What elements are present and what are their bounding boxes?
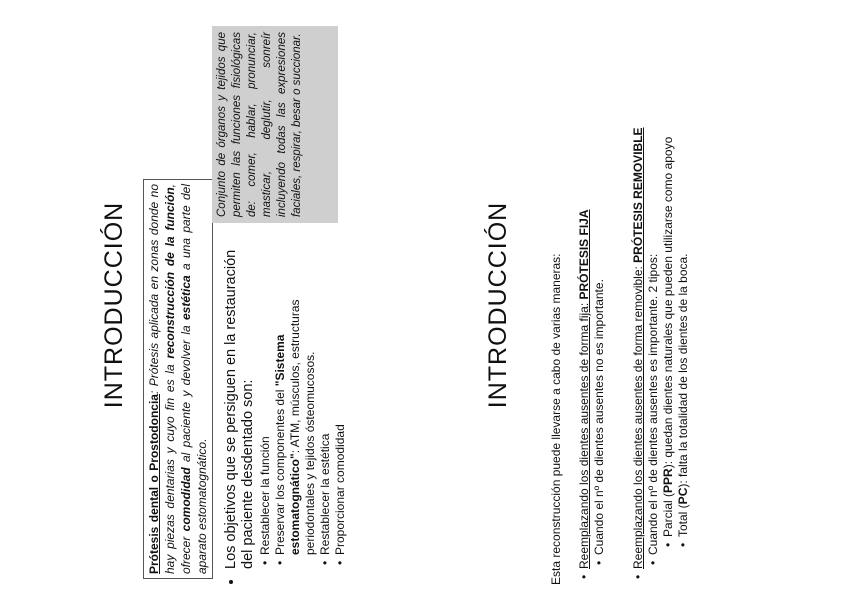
- definition-text-b: , ofrecer: [163, 183, 193, 574]
- method-removable-bold: PRÓTESIS REMOVIBLE: [631, 127, 645, 263]
- objectives-intro: Los objetivos que se persiguen en la restauración del paciente desdentado son:: [223, 249, 256, 569]
- definition-bold-a: reconstrucción de la función: [163, 187, 177, 359]
- objective-3: • Restablecer la estética: [318, 249, 333, 555]
- definition-term: Prótesis dental o Prostodoncia: [147, 394, 161, 574]
- method-fixed: [577, 25, 607, 569]
- type-total: • Total (PC): falta la totalidad de los dientes de la boca.: [676, 25, 691, 537]
- type-partial: • Parcial (PPR): quedan dientes naturales que pueden utilizarse como apoyo: [661, 25, 676, 537]
- definition-text-d: a una parte del aparato estomatognático.: [179, 184, 209, 574]
- method-removable-sub: • Cuando el nº de dientes ausentes es importante. 2 tipos: • Parcial (PPR): quedan dientes naturales que pueden utilizarse como apoyo • Total (PC): falta la totalidad de los dientes de la boca.: [646, 25, 691, 555]
- method-removable-sublist: [646, 25, 691, 569]
- slide-2-title: INTRODUCCIÓN: [484, 201, 512, 409]
- method-fixed-label: Reemplazando los dientes ausentes de forma fija:: [577, 299, 591, 569]
- slide-1: [100, 25, 370, 585]
- objectives-item: [223, 249, 348, 569]
- definition-bold-b: comodidad: [179, 467, 193, 532]
- method-removable: [631, 25, 691, 569]
- removable-types: [661, 25, 691, 555]
- objective-1: • Restablecer la función: [258, 249, 273, 555]
- slide-2-intro: Esta reconstrucción puede llevarse a cabo de varias maneras:: [549, 253, 563, 585]
- method-fixed-bold: PRÓTESIS FIJA: [577, 209, 591, 300]
- definition-bold-c: estética: [179, 275, 193, 321]
- definition-text-a: : Prótesis aplicada en zonas donde no hay piezas dentarias y cuyo fin es la: [147, 184, 177, 574]
- slide-2: [484, 25, 792, 585]
- method-fixed-sublist: [592, 25, 607, 569]
- methods-list: [577, 25, 691, 585]
- objective-2-bold: "Sistema estomatognático": [273, 334, 302, 555]
- definition-text-c: al paciente y devolver la: [179, 320, 193, 468]
- method-removable-label: Reemplazando los dientes ausentes de forma removible:: [631, 262, 645, 569]
- objective-4: • Proporcionar comodidad: [333, 249, 348, 555]
- method-fixed-sub: • Cuando el nº de dientes ausentes no es importante.: [592, 25, 607, 555]
- objectives-sublist: [258, 249, 348, 569]
- slide-1-title: INTRODUCCIÓN: [100, 201, 128, 409]
- objective-2: • Preservar los componentes del "Sistema estomatognático": ATM, músculos, estructuras periodontales y tejidos ósteomucosos.: [273, 265, 318, 555]
- definition-box: [143, 179, 213, 579]
- stomatognathic-note: Conjunto de órganos y tejidos que permiten las funciones fisiológicas de: comer, hablar, pronunciar, masticar, deglutir, sonreír incluyendo todas las expresiones faciales, respirar, besar o succionar.: [212, 26, 338, 223]
